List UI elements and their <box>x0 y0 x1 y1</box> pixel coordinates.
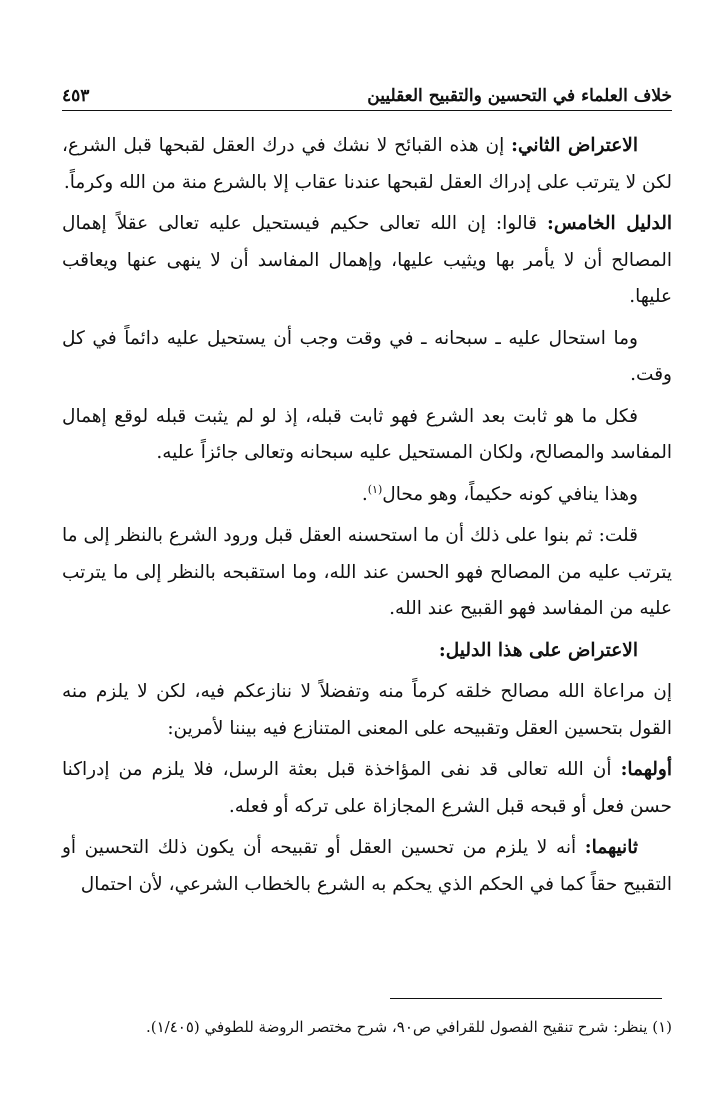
paragraph-evidence-5 <box>62 206 672 316</box>
paragraph-text: وهذا ينافي كونه حكيماً، وهو محال <box>382 483 638 505</box>
paragraph-second-reason <box>62 830 672 903</box>
paragraph <box>62 674 672 747</box>
paragraph-text: إن هذه القبائح لا نشك في درك العقل لقبحها قبل الشرع، لكن لا يترتب على إدراك العقل لقبحها عندنا عقاب إلا بالشرع منة من الله وكرماً. <box>62 135 672 193</box>
footnote-reference[interactable]: (١) <box>367 482 383 496</box>
paragraph-first-reason <box>62 752 672 825</box>
running-header <box>62 70 672 111</box>
paragraph-text: أن الله تعالى قد نفى المؤاخذة قبل بعثة الرسل، فلا يلزم من إدراكنا حسن فعل أو قبحه قبل الشرع المجازاة على تركه أو فعله. <box>62 759 672 817</box>
page-number: ٤٥٣ <box>62 86 90 106</box>
paragraph-text: قالوا: إن الله تعالى حكيم فيستحيل عليه تعالى عقلاً إهمال المصالح أن لا يأمر بها ويثيب عليها، وإهمال المفاسد أن لا ينهى عنها ويعاقب عليها. <box>62 213 672 307</box>
paragraph-lead: أولهما: <box>620 759 672 780</box>
paragraph-lead: الدليل الخامس: <box>547 213 673 234</box>
section-heading-objection <box>62 633 672 670</box>
paragraph-text-tail: . <box>361 483 368 505</box>
paragraph-text: وما استحال عليه ـ سبحانه ـ في وقت وجب أن يستحيل عليه دائماً في كل وقت. <box>62 327 672 385</box>
footnote-divider <box>390 998 662 999</box>
paragraph <box>62 518 672 628</box>
paragraph-text: قلت: ثم بنوا على ذلك أن ما استحسنه العقل قبل ورود الشرع بالنظر إلى ما يترتب عليه من المصالح فهو الحسن عند الله، وما استقبحه بالنظر إلى ما يترتب عليه من المفاسد فهو القبيح عند الله. <box>62 525 672 619</box>
paragraph <box>62 477 672 514</box>
paragraph-lead: الاعتراض الثاني: <box>511 135 638 156</box>
paragraph-text: إن مراعاة الله مصالح خلقه كرماً منه وتفضلاً لا ننازعكم فيه، لكن لا يلزم منه القول بتحسين العقل وتقبيحه على المعنى المتنازع فيه بيننا لأمرين: <box>62 681 672 739</box>
paragraph-lead: ثانيهما: <box>584 837 638 858</box>
paragraph-text: فكل ما هو ثابت بعد الشرع فهو ثابت قبله، إذ لو لم يثبت قبله لوقع إهمال المفاسد والمصالح، ولكان المستحيل عليه سبحانه وتعالى جائزاً عليه. <box>62 405 672 463</box>
paragraph-text: أنه لا يلزم من تحسين العقل أو تقبيحه أن يكون ذلك التحسين أو التقبيح حقاً كما في الحكم الذي يحكم به الشرع بالخطاب الشرعي، لأن احتمال <box>62 837 672 895</box>
footnote: (١) ينظر: شرح تنقيح الفصول للقرافي ص٩٠، شرح مختصر الروضة للطوفي (١/٤٠٥). <box>145 1018 672 1036</box>
body-text <box>62 128 672 908</box>
paragraph-objection-2 <box>62 128 672 201</box>
paragraph <box>62 321 672 394</box>
paragraph-lead: الاعتراض على هذا الدليل: <box>438 639 638 661</box>
header-title: خلاف العلماء في التحسين والتقبيح العقليين <box>367 86 672 106</box>
paragraph <box>62 399 672 472</box>
